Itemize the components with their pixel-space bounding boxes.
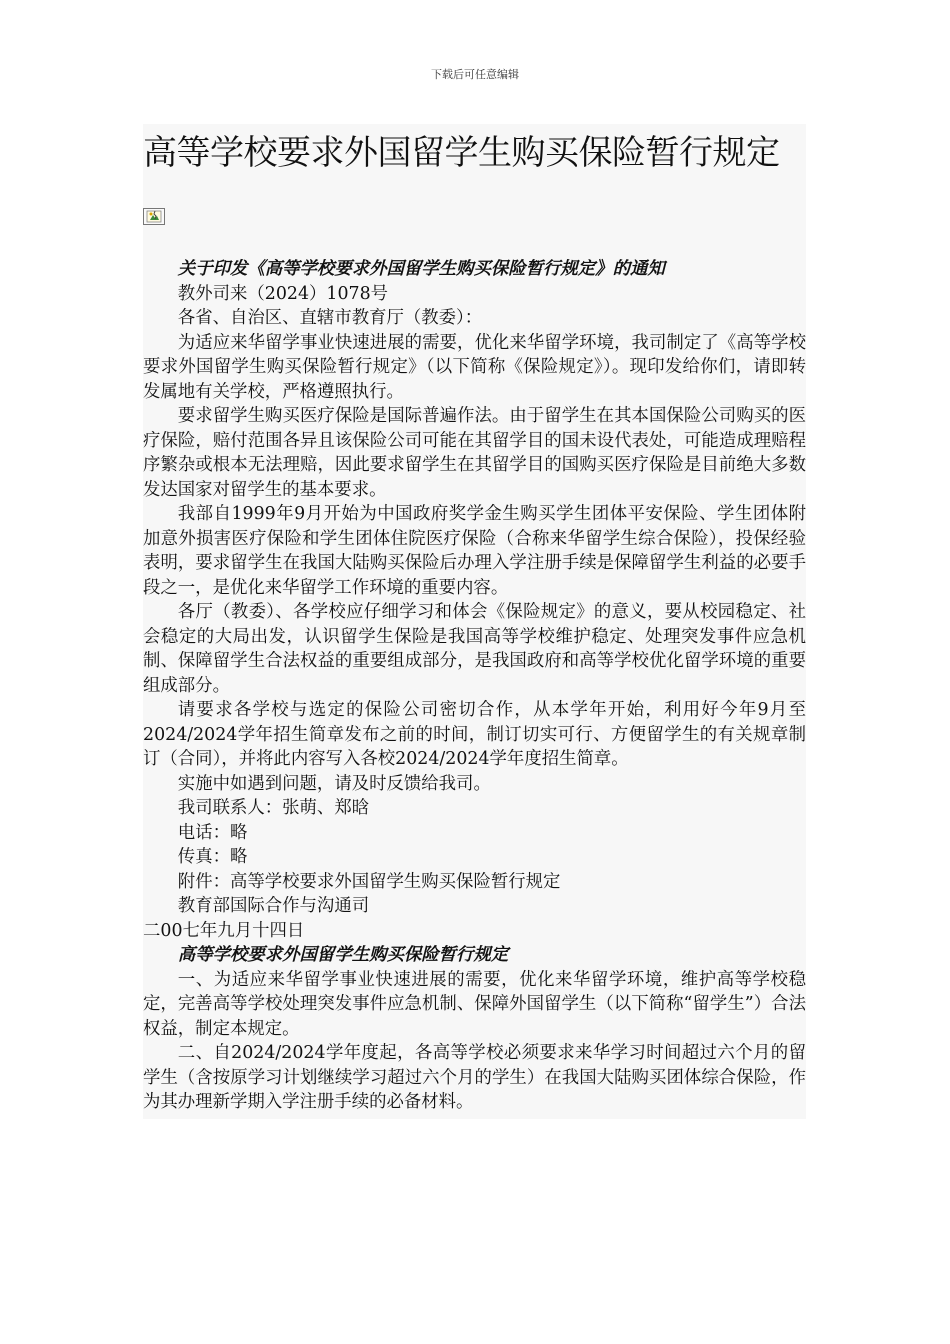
broken-image-icon xyxy=(143,208,165,225)
paragraph: 请要求各学校与选定的保险公司密切合作，从本学年开始，利用好今年9月至2024/2024学年招生简章发布之前的时间，制订切实可行、方便留学生的有关规章制订（合同），并将此内容写入各校2024/2024学年度招生简章。 xyxy=(143,700,806,769)
paragraph: 要求留学生购买医疗保险是国际普遍作法。由于留学生在其本国保险公司购买的医疗保险，赔付范围各异且该保险公司可能在其留学目的国未设代表处，可能造成理赔程序繁杂或根本无法理赔，因此要求留学生在其留学目的国购买医疗保险是目前绝大多数发达国家对留学生的基本要求。 xyxy=(143,406,806,500)
rules-title: 高等学校要求外国留学生购买保险暂行规定 xyxy=(177,945,509,965)
issuer: 教育部国际合作与沟通司 xyxy=(177,896,370,916)
article: 一、为适应来华留学事业快速进展的需要，优化来华留学环境，维护高等学校稳定，完善高等学校处理突发事件应急机制、保障外国留学生（以下简称“留学生”）合法权益，制定本规定。 xyxy=(143,969,806,1039)
paragraph: 实施中如遇到问题，请及时反馈给我司。 xyxy=(177,773,491,794)
paragraph: 我部自1999年9月开始为中国政府奖学金生购买学生团体平安保险、学生团体附加意外损害医疗保险和学生团体住院医疗保险（合称来华留学生综合保险），投保经验表明，要求留学生在我国大陆购买保险后办理入学注册手续是保障留学生利益的必要手段之一，是优化来华留学工作环境的重要内容。 xyxy=(143,504,806,598)
attachment-line: 附件：高等学校要求外国留学生购买保险暂行规定 xyxy=(177,871,561,892)
addressee: 各省、自治区、直辖市教育厅（教委）： xyxy=(177,308,483,328)
article: 二、自2024/2024学年度起，各高等学校必须要求来华学习时间超过六个月的留学生（含按原学习计划继续学习超过六个月的学生）在我国大陆购买团体综合保险，作为其办理新学期入学注册手续的必备材料。 xyxy=(143,1043,806,1112)
document-body xyxy=(143,257,806,1115)
paragraph: 各厅（教委）、各学校应仔细学习和体会《保险规定》的意义，要从校园稳定、社会稳定的大局出发，认识留学生保险是我国高等学校维护稳定、处理突发事件应急机制、保障留学生合法权益的重要组成部分，是我国政府和高等学校优化留学环境的重要组成部分。 xyxy=(143,602,806,696)
fax-line: 传真：略 xyxy=(177,847,248,867)
picture-placeholder-icon xyxy=(146,210,162,223)
document-title: 高等学校要求外国留学生购买保险暂行规定 xyxy=(143,133,780,173)
notice-title: 关于印发《高等学校要求外国留学生购买保险暂行规定》的通知 xyxy=(177,259,665,279)
paragraph: 为适应来华留学事业快速进展的需要，优化来华留学环境，我司制定了《高等学校要求外国留学生购买保险暂行规定》（以下简称《保险规定》）。现印发给你们，请即转发属地有关学校，严格遵照执行。 xyxy=(143,332,806,402)
document-content xyxy=(143,124,806,1119)
page-header-note: 下载后可任意编辑 xyxy=(431,68,519,81)
document-number: 教外司来（2024）1078号 xyxy=(177,283,389,304)
phone-line: 电话：略 xyxy=(177,822,248,843)
issue-date: 二00七年九月十四日 xyxy=(143,920,305,941)
contact-person: 我司联系人：张萌、郑晗 xyxy=(177,798,370,818)
